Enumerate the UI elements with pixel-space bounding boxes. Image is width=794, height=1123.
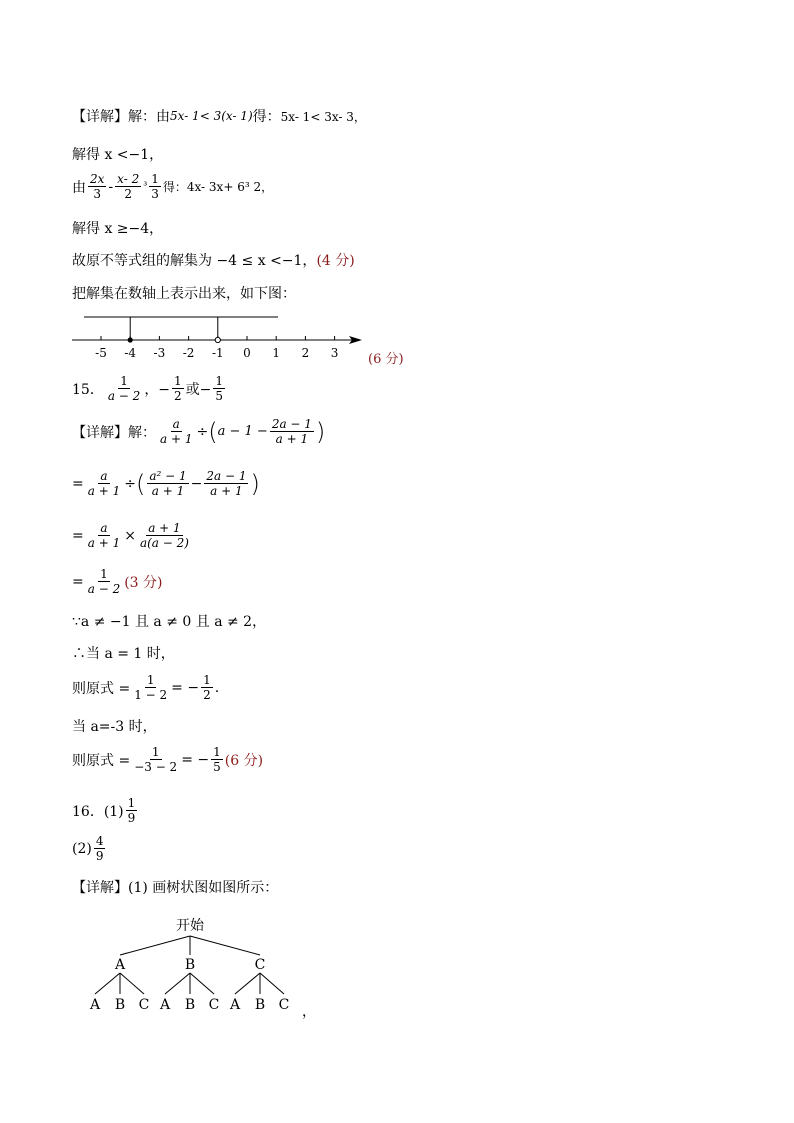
text: 或− [185,381,212,398]
num: 1 [174,374,182,388]
tick-label: -5 [95,346,107,360]
tick-label: -2 [182,346,195,360]
detail-label: 【详解】(1) 画树状图如图所示： [72,880,279,896]
fraction [213,374,225,403]
case-text: ∴当 a = 1 时， [72,646,175,662]
operator: ÷ [196,423,209,440]
q15-condition [72,611,266,631]
q16-answer-1 [72,796,139,825]
result-x-lt-minus1: 解得 x <−1， [72,147,164,163]
comma: ， [302,1004,316,1020]
num: 1 [100,567,108,581]
den: 5 [215,389,224,403]
fraction [86,567,122,596]
q16-answer-2 [72,834,107,863]
tree-group [89,918,289,1013]
fraction [204,469,248,498]
fraction [132,745,179,774]
fraction [86,469,122,498]
den: a(a − 2) [139,536,189,550]
num: 1 [213,745,221,759]
fraction-2x-3 [88,172,106,201]
den: 2 [174,389,182,403]
case-text: 当 a=-3 时， [72,719,157,735]
fraction [106,374,142,403]
tree-branch [190,973,214,994]
tree-node-level2: A [229,997,241,1013]
score-3: (3 分) [124,574,163,591]
q15-step-3 [72,567,163,596]
fraction [172,374,184,403]
num: a [172,417,180,431]
number-line [0,310,794,370]
den: a + 1 [275,432,309,446]
fraction [86,521,122,550]
inequality-2-result: 得：4x- 3x+ 6³ 2， [162,180,274,194]
inequality-1: 5x- 1< 3(x- 1) [170,109,253,123]
question-number: 15． [72,381,104,398]
q16-detail [72,877,278,897]
tick-label: -1 [211,346,224,360]
solution-line-3 [72,172,273,201]
fraction [132,673,169,702]
score-6: (6 分) [224,752,264,769]
fraction [138,521,191,550]
den: 1 − 2 [134,688,168,702]
q15-step-2 [72,521,193,550]
den: a + 1 [87,536,121,550]
number-line-intro: 把解集在数轴上表示出来，如下图： [72,286,296,302]
solution-line-2 [72,144,163,164]
operator: - [108,178,114,195]
q15-case-1 [72,643,175,663]
closed-endpoint [128,337,133,342]
paren: ) [315,417,326,446]
fraction [126,796,138,825]
den: 2 [203,688,211,702]
operator: ³ [143,181,148,192]
q15-step-1 [72,469,260,498]
tree-node-level1: A [114,957,126,973]
tree-branch [95,973,120,994]
solution-line-6 [72,283,296,303]
num: a² − 1 [149,469,187,483]
tree-branch [235,973,260,994]
tree-root-label: 开始 [176,918,204,934]
tick-label: 2 [301,346,310,360]
num: 1 [120,374,128,388]
solution-line-1 [72,106,366,126]
num: a + 1 [148,521,181,535]
num: 1 [151,172,159,186]
tree-branch [260,973,284,994]
fraction [270,417,314,446]
tree-branch [165,973,190,994]
paren: ( [208,417,218,446]
open-endpoint [215,337,220,342]
num: 1 [146,673,155,687]
tick-label: -3 [153,346,166,360]
question-number: 16．(1) [72,803,124,820]
tick-label: -4 [124,346,137,360]
tree-node-level2: B [114,997,126,1013]
tree-branch [120,936,190,955]
text: 则原式 = [72,752,131,769]
fraction [94,834,106,863]
fraction [211,745,223,774]
fraction-x-2-2 [115,172,141,201]
tree-node-level2: A [159,997,171,1013]
den: 3 [151,187,159,201]
text: = − [181,751,210,768]
tree-node-level2: A [89,997,101,1013]
tree-node-level2: C [278,997,290,1013]
tree-node-level1: B [184,957,196,973]
q15-answer [72,374,227,403]
text: . [214,679,220,696]
detail-label: 【详解】解： [72,424,156,441]
fraction [201,673,213,702]
text: 得： [252,109,281,125]
q15-detail [72,417,325,446]
text: = − [171,679,200,696]
den: −3 − 2 [134,760,178,774]
text: 则原式 = [72,680,131,697]
den: a − 2 [107,389,141,403]
part-number: (2) [72,840,92,857]
tree-node-level1: C [254,957,266,973]
num: 4 [95,834,104,848]
num: 1 [151,745,160,759]
den: a + 1 [151,484,185,498]
solution-line-5 [72,250,355,270]
num: 2a − 1 [206,469,247,483]
den: 9 [127,811,136,825]
operator: − [190,475,203,492]
q15-case-1-result [72,673,219,702]
text: 由 [72,179,86,196]
fraction [158,417,194,446]
inequality-1-result: 5x- 1< 3x- 3， [280,109,366,124]
tree-node-level2: B [184,997,196,1013]
number-line-group [72,317,362,360]
solution-line-4 [72,218,163,238]
tick-label: 3 [330,346,339,360]
equals: = [72,475,84,492]
num: 2x [90,172,105,186]
num: 1 [127,796,136,810]
num: 2a − 1 [271,417,312,431]
den: a + 1 [160,432,193,446]
tree-node-level2: C [208,997,220,1013]
num: 1 [203,673,211,687]
detail-label: 【详解】解：由 [72,109,170,125]
paren: ( [135,469,146,498]
fraction [147,469,188,498]
tree-branch [190,936,260,955]
den: 2 [124,187,132,201]
den: a + 1 [87,484,121,498]
num: a [100,469,108,483]
tree-diagram [0,910,794,1030]
score-6: (6 分) [368,352,404,367]
result-x-ge-minus4: 解得 x ≥−4， [72,221,164,237]
q15-case-2 [72,716,157,736]
q15-case-2-result [72,745,263,774]
num: x- 2 [117,172,140,186]
den: a + 1 [210,484,243,498]
text: a − 1 − [217,424,268,439]
fraction-1-3 [149,172,161,201]
paren: ) [250,469,260,498]
operator: × [124,527,136,544]
condition-text: ∵a ≠ −1 且 a ≠ 0 且 a ≠ 2， [72,614,267,630]
num: a [100,521,108,535]
den: 5 [213,760,221,774]
equals: = [72,573,84,590]
score-4: (4 分) [316,253,355,269]
tree-node-level2: C [138,997,150,1013]
den: a − 2 [87,582,121,596]
den: 3 [93,187,102,201]
tick-label: 1 [272,346,281,360]
text: ，− [144,381,171,398]
operator: ÷ [124,475,136,492]
solution-set: 故原不等式组的解集为 −4 ≤ x <−1， [72,253,317,269]
equals: = [72,527,84,544]
num: 1 [215,374,224,388]
tree-branch [120,973,144,994]
solution-bracket [130,317,218,340]
tree-node-level2: B [254,997,266,1013]
den: 9 [95,849,104,863]
tick-label: 0 [243,346,251,360]
